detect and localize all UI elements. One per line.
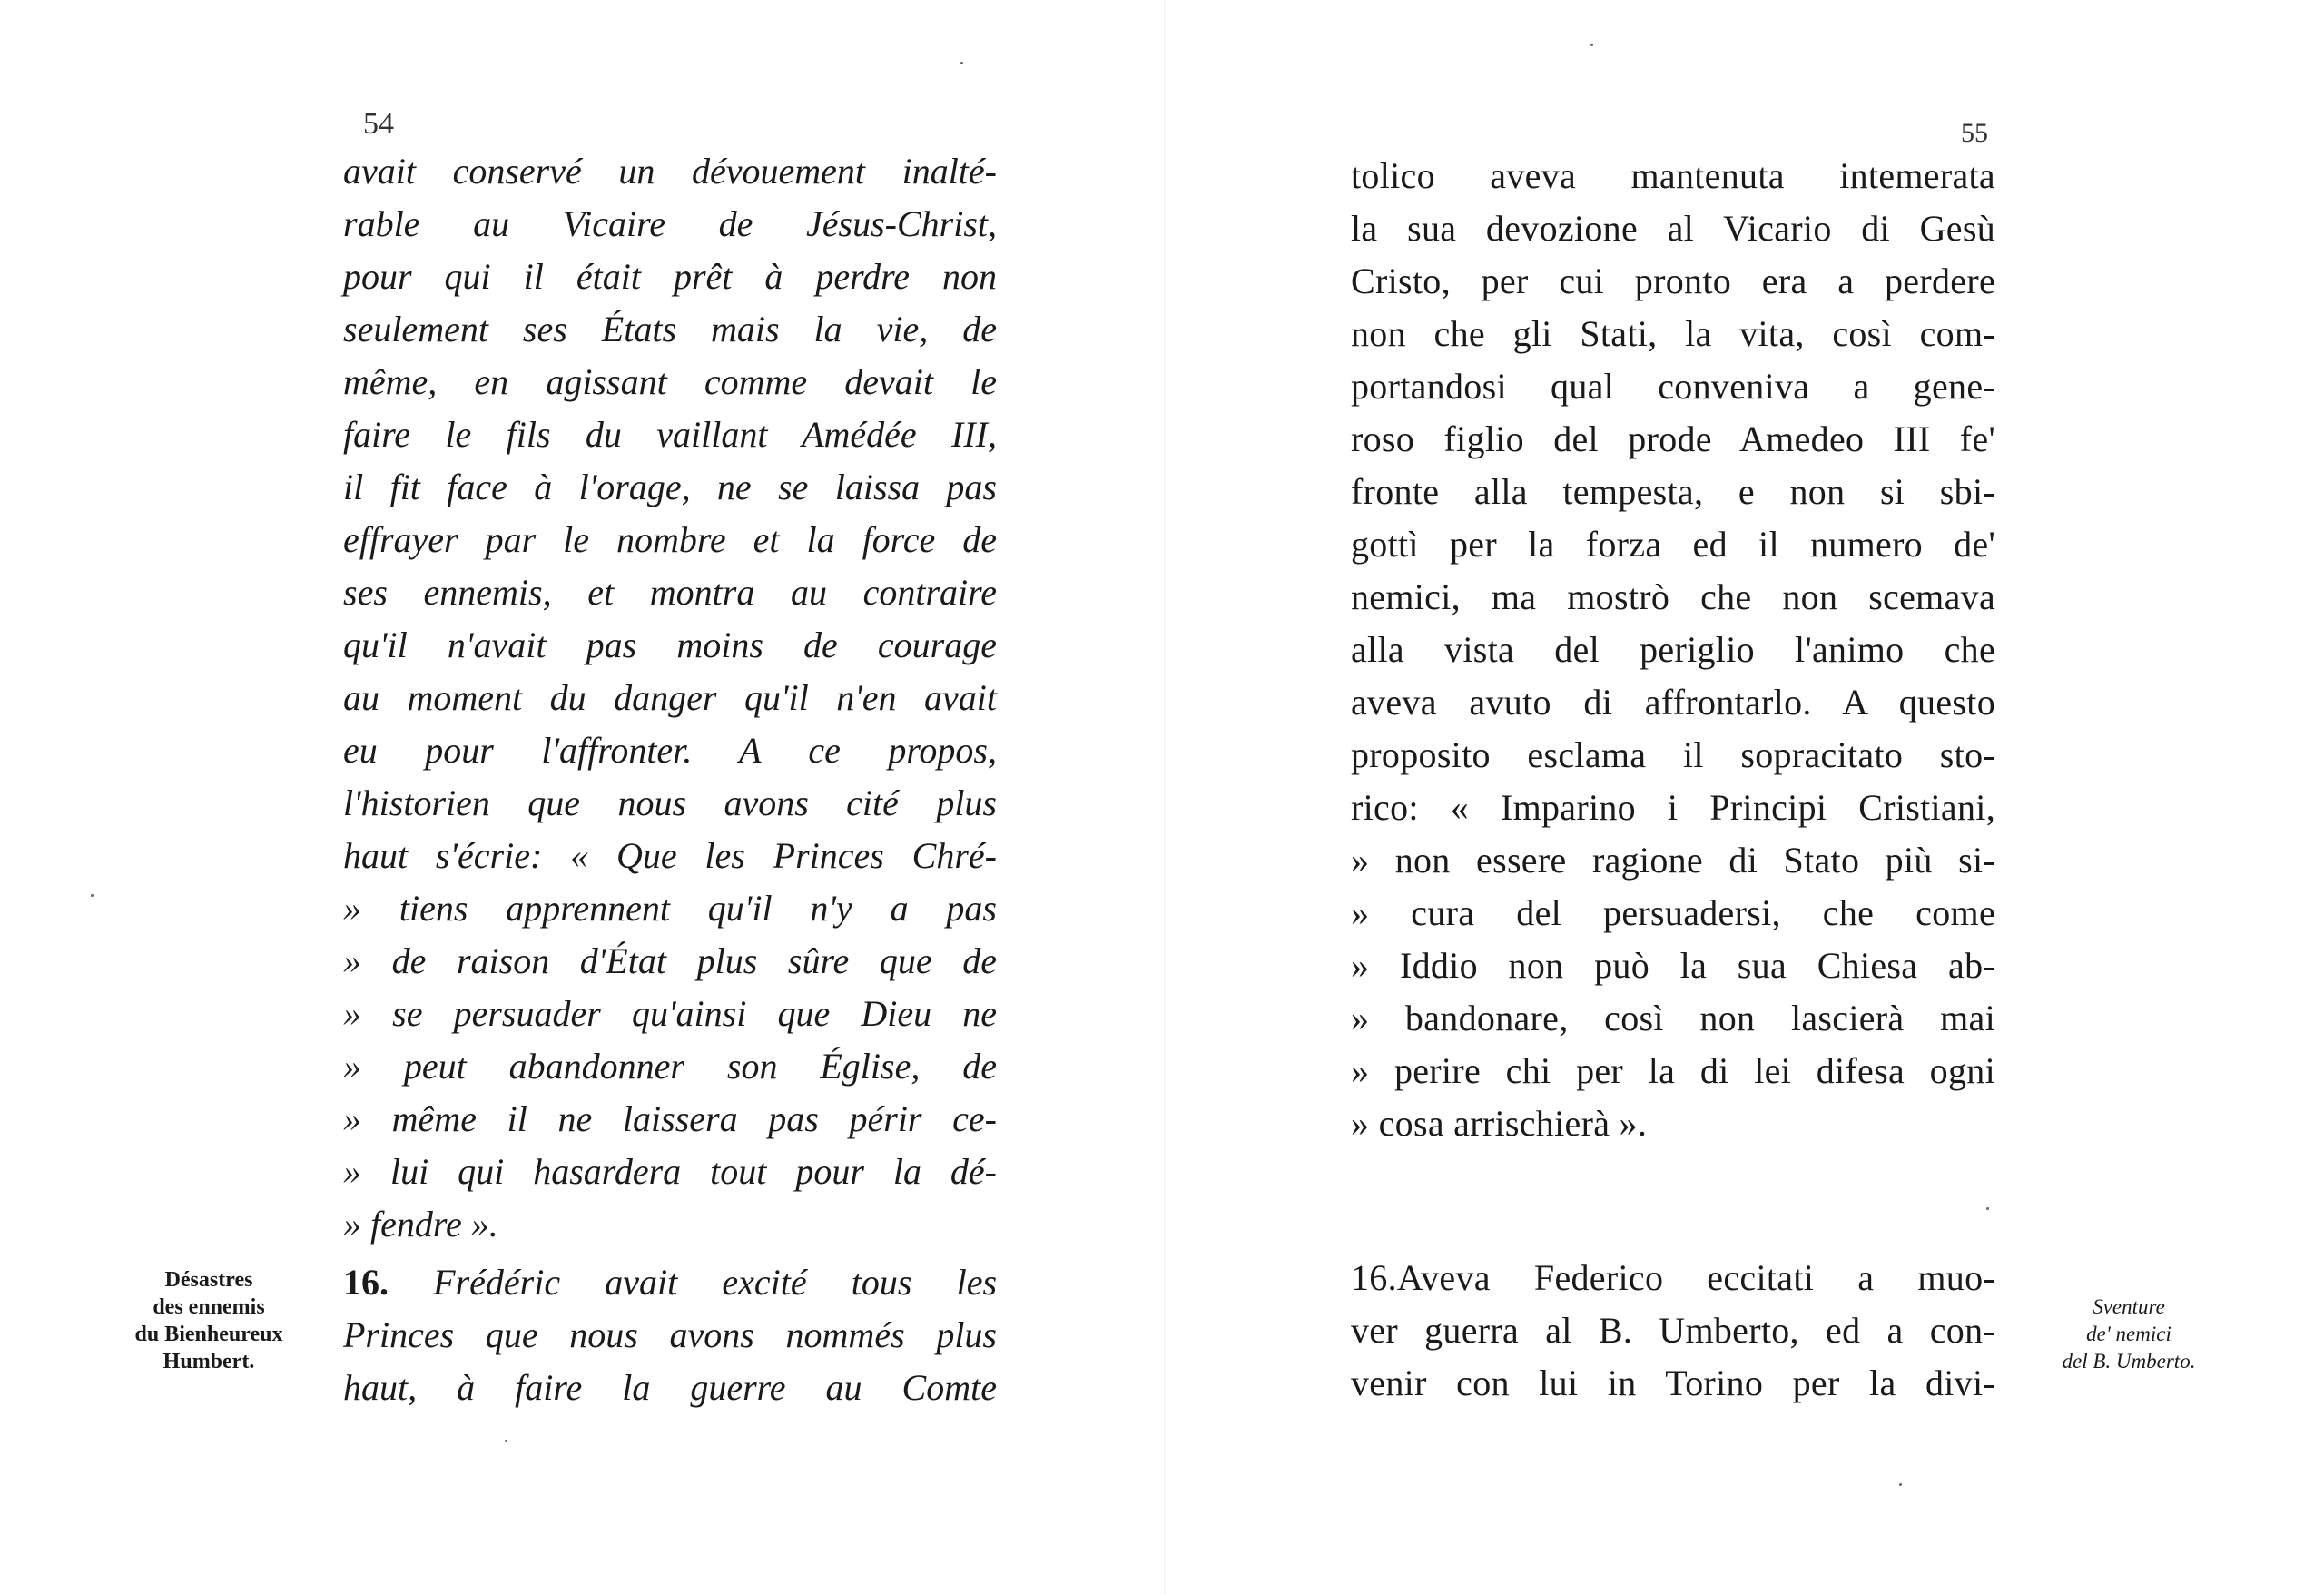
margin-note-line: Humbert. xyxy=(162,1350,255,1373)
text-line: rable au Vicaire de Jésus-Christ, xyxy=(343,203,997,244)
text-line: alla vista del periglio l'animo che xyxy=(1351,629,1995,670)
text-line: tolico aveva mantenuta intemerata xyxy=(1351,155,1995,196)
text-line: » se persuader qu'ainsi que Dieu ne xyxy=(343,993,997,1034)
text-line: fronte alla tempesta, e non si sbi- xyxy=(1351,471,1995,512)
text-line: aveva avuto di affrontarlo. A questo xyxy=(1351,682,1995,723)
margin-note xyxy=(109,1266,309,1375)
text-line: roso figlio del prode Amedeo III fe' xyxy=(1351,418,1995,459)
section-number: 16. xyxy=(1351,1257,1397,1298)
text-line: portandosi qual conveniva a gene- xyxy=(1351,366,1995,407)
margin-note-line: Désastres xyxy=(164,1268,253,1292)
text-line: la sua devozione al Vicario di Gesù xyxy=(1351,208,1995,249)
text-line: non che gli Stati, la vita, così com- xyxy=(1351,313,1995,354)
text-line: il fit face à l'orage, ne se laissa pas xyxy=(343,467,997,507)
text-line: faire le fils du vaillant Amédée III, xyxy=(343,414,997,455)
margin-note-line: del B. Umberto. xyxy=(2062,1350,2196,1373)
italian-text-block xyxy=(1351,150,1995,1410)
margin-note-line: du Bienheureux xyxy=(134,1323,283,1346)
text-line: avait conservé un dévouement inalté- xyxy=(343,151,997,192)
text-line: gottì per la forza ed il numero de' xyxy=(1351,524,1995,565)
section-line-text: Frédéric avait excité tous les xyxy=(433,1262,998,1303)
page-number: 54 xyxy=(363,107,394,141)
section-number: 16. xyxy=(343,1262,389,1303)
section-line: venir con lui in Torino per la divi- xyxy=(1351,1363,1995,1403)
text-line: qu'il n'avait pas moins de courage xyxy=(343,625,997,665)
text-line: effrayer par le nombre et la force de xyxy=(343,519,997,560)
text-line: » non essere ragione di Stato più si- xyxy=(1351,840,1995,881)
margin-note-line: des ennemis xyxy=(153,1295,265,1319)
text-line: eu pour l'affronter. A ce propos, xyxy=(343,730,997,771)
paper-speck xyxy=(91,894,94,897)
page-number: 55 xyxy=(1961,118,1988,148)
margin-note xyxy=(2015,1294,2242,1375)
text-line: l'historien que nous avons cité plus xyxy=(343,782,997,823)
paper-speck xyxy=(1986,1207,1989,1210)
margin-note-line: de' nemici xyxy=(2086,1323,2171,1345)
section-line-text: Aveva Federico eccitati a muo- xyxy=(1396,1257,1995,1298)
text-line: pour qui il était prêt à perdre non xyxy=(343,256,997,297)
section-line: Princes que nous avons nommés plus xyxy=(343,1314,997,1355)
margin-note-line: Sventure xyxy=(2093,1295,2165,1318)
french-text-block xyxy=(343,145,997,1414)
text-line: » perire chi per la di lei difesa ogni xyxy=(1351,1050,1995,1091)
text-line: nemici, ma mostrò che non scemava xyxy=(1351,576,1995,617)
section-line: ver guerra al B. Umberto, ed a con- xyxy=(1351,1310,1995,1351)
text-line: » fendre ». xyxy=(343,1204,498,1245)
text-line: » Iddio non può la sua Chiesa ab- xyxy=(1351,945,1995,986)
text-line: au moment du danger qu'il n'en avait xyxy=(343,677,997,718)
text-line: » cura del persuadersi, che come xyxy=(1351,892,1995,933)
section-first-line xyxy=(343,1256,997,1309)
text-line: » cosa arrischierà ». xyxy=(1351,1103,1648,1144)
text-line: seulement ses États mais la vie, de xyxy=(343,309,997,349)
text-line: » tiens apprennent qu'il n'y a pas xyxy=(343,888,997,929)
paper-speck xyxy=(960,62,963,64)
text-line: » lui qui hasardera tout pour la dé- xyxy=(343,1151,997,1192)
text-line: haut s'écrie: « Que les Princes Chré- xyxy=(343,835,997,876)
text-line: proposito esclama il sopracitato sto- xyxy=(1351,734,1995,775)
text-line: » bandonare, così non lascierà mai xyxy=(1351,998,1995,1038)
paper-speck xyxy=(1899,1483,1902,1486)
paper-speck xyxy=(1590,44,1593,46)
text-line: Cristo, per cui pronto era a perdere xyxy=(1351,261,1995,301)
text-line: » peut abandonner son Église, de xyxy=(343,1046,997,1087)
paper-speck xyxy=(505,1440,507,1442)
section-first-line xyxy=(1351,1252,1995,1304)
text-line: rico: « Imparino i Principi Cristiani, xyxy=(1351,787,1995,828)
text-line: » même il ne laissera pas périr ce- xyxy=(343,1098,997,1139)
text-line: » de raison d'État plus sûre que de xyxy=(343,940,997,981)
text-line: ses ennemis, et montra au contraire xyxy=(343,572,997,613)
section-line: haut, à faire la guerre au Comte xyxy=(343,1367,997,1408)
text-line: même, en agissant comme devait le xyxy=(343,361,997,402)
